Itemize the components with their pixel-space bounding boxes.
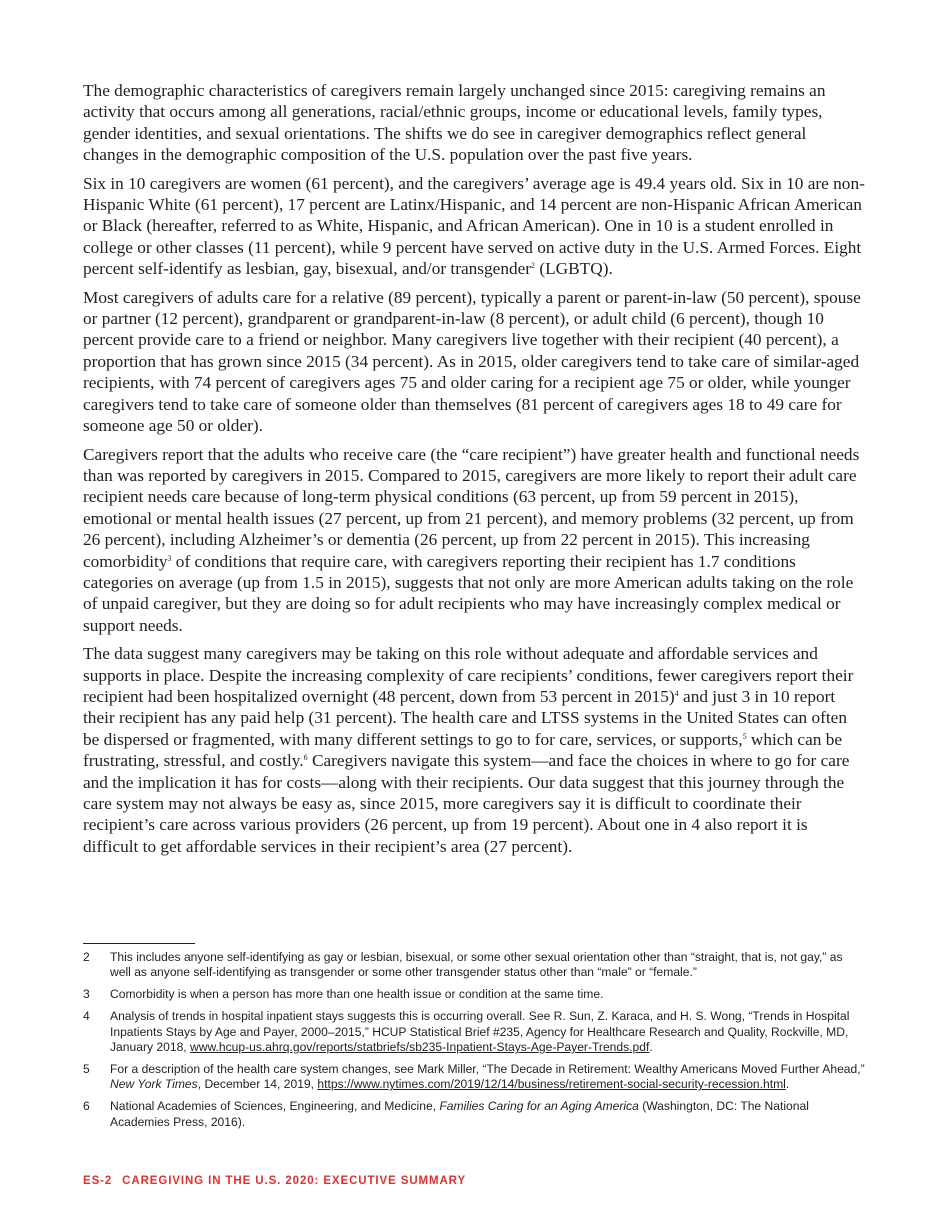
footnote-number: 2 [83, 950, 90, 964]
footnote-body: Comorbidity is when a person has more than one health issue or condition at the same time. [110, 987, 604, 1002]
footnote-ref-4[interactable]: 4 [674, 688, 679, 698]
footnote-link-nytimes[interactable]: https://www.nytimes.com/2019/12/14/business/retirement-social-security-recession.html [317, 1077, 786, 1092]
page-number: ES-2 [83, 1175, 113, 1187]
paragraph-text: which can be frustrating, stressful, and costly. [83, 729, 843, 771]
footnote-divider [83, 943, 195, 944]
footnote-2 [83, 950, 865, 981]
paragraph-caregiver-profile [83, 173, 865, 280]
footnote-body: This includes anyone self-identifying as gay or lesbian, bisexual, or some other sexual orientation other than “straight, that is, not gay,” as well as anyone self-identifying as transgender or some other transgender status other than “male” or “female.” [110, 950, 843, 980]
footnote-text [110, 1099, 865, 1130]
footnote-5 [83, 1062, 865, 1093]
footnote-body: . [649, 1040, 653, 1055]
footnote-text [110, 950, 865, 981]
footnote-number: 3 [83, 987, 90, 1002]
paragraph-text: Most caregivers of adults care for a relative (89 percent), typically a parent or parent-in-law (50 percent), spouse or partner (12 percent), grandparent or grandparent-in-law (8 percent), or adult child (6 percent), though 10 percent provide care to a friend or neighbor. Many caregivers live together with their recipient (40 percent), a proportion that has grown since 2015 (34 percent). As in 2015, older caregivers tend to take care of similar-aged recipients, with 74 percent of caregivers ages 75 and older caring for a recipient age 75 or older, while younger caregivers tend to take care of someone older than themselves (81 percent of caregivers ages 18 to 49 care for someone age 50 or older). [83, 287, 861, 436]
paragraph-text: The data suggest many caregivers may be taking on this role without adequate and affordable services and supports in place. Despite the increasing complexity of care recipients’ conditions, fewer caregivers report their recipient had been hospitalized overnight (48 percent, down from 53 percent in 2015) [83, 644, 854, 706]
body-text-column [83, 80, 865, 864]
footnote-body: . [785, 1077, 790, 1092]
footnote-number: 5 [83, 1061, 90, 1076]
footnotes [83, 950, 865, 1137]
footnote-body: Analysis of trends in hospital inpatient stays suggests this is occurring overall. See R. Sun, Z. Karaca, and H. S. Wong, “Trends in Hospital Inpatients Stays by Age and Payer, 2000–2015,” HCUP Statistical Brief #235, Agency for Healthcare Research and Quality, Rockville, MD, January 2018, [110, 1009, 850, 1055]
paragraph-relationships [83, 287, 865, 437]
footnote-ref-3[interactable]: 3 [167, 553, 172, 563]
footnote-number: 4 [83, 1009, 90, 1024]
footnote-ref-5[interactable]: 5 [742, 731, 747, 741]
footnote-link-hcup[interactable]: www.hcup-us.ahrq.gov/reports/statbriefs/sb235-Inpatient-Stays-Age-Payer-Trends.pdf [190, 1040, 650, 1055]
footnote-publication: Families Caring for an Aging America [439, 1099, 639, 1114]
paragraph-care-needs [83, 444, 865, 637]
paragraph-text: Six in 10 caregivers are women (61 percent), and the caregivers’ average age is 49.4 years old. Six in 10 are non-Hispanic White (61 percent), 17 percent are Latinx/Hispanic, and 14 percent are non-Hispanic African American or Black (hereafter, referred to as White, Hispanic, and African American). One in 10 is a student enrolled in college or other classes (11 percent), while 9 percent have served on active duty in the U.S. Armed Forces. Eight percent self-identify as lesbian, gay, bisexual, and/or transgender [83, 173, 865, 279]
paragraph-text: Caregivers report that the adults who receive care (the “care recipient”) have greater health and functional needs than was reported by caregivers in 2015. Compared to 2015, caregivers are more likely to report their adult care recipient needs care because of long-term physical conditions (63 percent, up from 59 percent in 2015), emotional or mental health issues (27 percent, up from 21 percent), and memory problems (32 percent, up from 26 percent), including Alzheimer’s or dementia (26 percent, up from 22 percent in 2015). This increasing comorbidity [83, 444, 860, 571]
paragraph-text: and just 3 in 10 report their recipient has any paid help (31 percent). The health care and LTSS systems in the United States can often be dispersed or fragmented, with many different settings to go to for care, services, or supports, [83, 686, 847, 749]
footnote-ref-6[interactable]: 6 [303, 753, 308, 763]
report-title: CAREGIVING IN THE U.S. 2020: EXECUTIVE SUMMARY [122, 1175, 467, 1187]
footnote-6 [83, 1099, 865, 1130]
footnote-text [110, 987, 865, 1002]
paragraph-text: of conditions that require care, with caregivers reporting their recipient has 1.7 conditions categories on average (up from 1.5 in 2015), suggests that not only are more American adults taking on the role of unpaid caregiver, but they are doing so for adult recipients who may have increasingly complex medical or support needs. [83, 551, 854, 635]
paragraph-services [83, 643, 865, 857]
paragraph-text: Caregivers navigate this system—and face the choices in where to go for care and the implication it has for costs—along with their recipients. Our data suggest that this journey through the care system may not always be easy as, since 2015, more caregivers say it is difficult to coordinate their recipient’s care across various providers (26 percent, up from 19 percent). About one in 4 also report it is difficult to get affordable services in their recipient’s area (27 percent). [83, 751, 850, 856]
paragraph-text: The demographic characteristics of caregivers remain largely unchanged since 2015: caregiving remains an activity that occurs among all generations, racial/ethnic groups, income or educational levels, family types, gender identities, and sexual orientations. The shifts we do see in caregiver demographics reflect general changes in the demographic composition of the U.S. population over the past five years. [83, 81, 826, 165]
footnote-body: (Washington, DC: The National Academies Press, 2016). [110, 1099, 809, 1129]
paragraph-text: (LGBTQ). [535, 259, 613, 279]
footnote-text [110, 1009, 865, 1055]
footnote-text [110, 1062, 865, 1093]
footnote-4 [83, 1009, 865, 1055]
footnote-body: For a description of the health care system changes, see Mark Miller, “The Decade in Retirement: Wealthy Americans Moved Further Ahead,” [110, 1061, 865, 1076]
footnote-body: , December 14, 2019, [197, 1077, 318, 1092]
paragraph-demographics [83, 80, 865, 166]
footnote-publication: New York Times [110, 1077, 198, 1092]
footnote-3 [83, 987, 865, 1002]
footnote-ref-2[interactable]: 2 [531, 261, 536, 271]
page-footer [83, 1175, 466, 1187]
footnote-number: 6 [83, 1099, 90, 1114]
footnote-body: National Academies of Sciences, Engineering, and Medicine, [110, 1099, 440, 1114]
